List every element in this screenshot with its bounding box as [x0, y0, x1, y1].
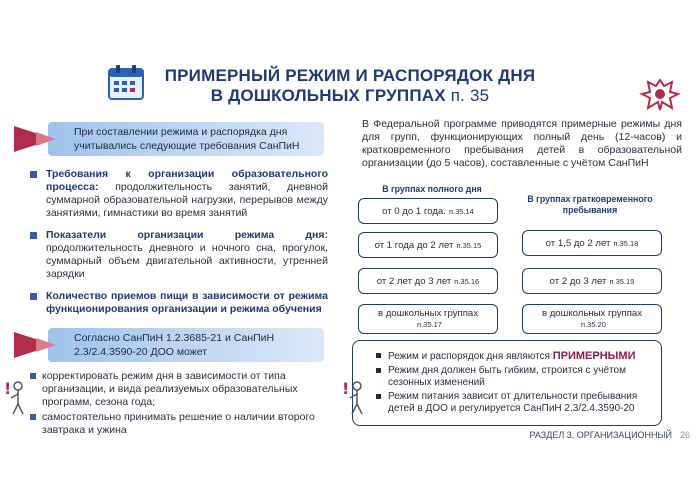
- pill-ref: п.35.18: [613, 238, 639, 248]
- requirement-text: продолжительность занятий, дневной суммарной образовательной нагрузки, перерывов между занятиями, гимнастики во время занятий: [46, 181, 328, 219]
- requirement-title: Требования к организации образовательного процесса:: [46, 168, 328, 193]
- list-item-text: корректировать режим дня в зависимости от типа организации, и вида реализуемых образовательных программ, сезона года;: [42, 370, 298, 408]
- svg-text:!: !: [4, 379, 12, 398]
- rules-list: [376, 350, 656, 417]
- square-bullet-icon: [30, 293, 37, 300]
- calendar-icon: [106, 62, 146, 102]
- pill-ref: п.35.17: [417, 320, 442, 329]
- list-item-text: самостоятельно принимать решение о наличии второго завтрака и ужина: [42, 411, 315, 436]
- pill-label: от 2 до 3 лет: [549, 275, 607, 287]
- pill-ref: п.35.20: [581, 320, 606, 329]
- title-line-1: ПРИМЕРНЫЙ РЕЖИМ И РАСПОРЯДОК ДНЯ: [164, 66, 536, 85]
- short-stay-preschool: [522, 304, 662, 334]
- requirement-text: продолжительность дневного и ночного сна, прогулок, суммарный объем двигательной активности, утренней зарядки: [46, 242, 328, 280]
- list-item: [376, 365, 656, 389]
- sanpin-banner: [14, 328, 324, 362]
- rule-highlight: ПРИМЕРНЫМИ: [552, 350, 636, 362]
- full-day-age-2-3: [358, 268, 498, 294]
- section-label: РАЗДЕЛ 3. ОРГАНИЗАЦИОННЫЙ: [529, 430, 672, 440]
- sanpin-banner-text: Согласно СанПиН 1.2.3685-21 и СанПиН 2.3/2.4.3590-20 ДОО может: [74, 332, 275, 358]
- short-stay-age-2-3: [522, 268, 662, 294]
- requirements-banner: [14, 122, 324, 156]
- pill-ref: п.35.14: [448, 206, 474, 216]
- alert-figure-icon: [2, 376, 26, 416]
- full-day-heading: В группах полного дня: [382, 184, 482, 194]
- title-number: п. 35: [450, 86, 490, 105]
- short-stay-age-1-5-2: [522, 230, 662, 256]
- requirement-title: Количество приемов пищи в зависимости от режима функционирования организации и режима обучения: [46, 290, 328, 315]
- square-bullet-icon: [30, 414, 36, 420]
- list-item: [30, 370, 328, 409]
- pill-ref: п.35.15: [456, 240, 482, 250]
- short-stay-heading: В группах гратковременного пребывания: [527, 194, 653, 215]
- alert-figure-icon: [340, 376, 366, 416]
- pill-label: от 0 до 1 года.: [382, 205, 446, 217]
- pill-label: от 1,5 до 2 лет: [545, 237, 611, 249]
- pill-ref: п.35.19: [609, 276, 635, 286]
- svg-text:!: !: [342, 379, 350, 398]
- pill-ref: п.35.16: [454, 276, 480, 286]
- list-item: [30, 411, 328, 437]
- list-item: [376, 350, 656, 363]
- square-bullet-icon: [376, 368, 381, 373]
- list-item: [376, 391, 656, 415]
- page-number: 26: [679, 430, 690, 440]
- requirement-item: [30, 290, 328, 316]
- square-bullet-icon: [30, 171, 37, 178]
- rule-text: Режим дня должен быть гибким, строится с учётом сезонных изменений: [388, 365, 626, 388]
- square-bullet-icon: [376, 394, 381, 399]
- requirements-banner-text: При составлении режима и распорядка дня учитывались следующие требования СанПиН: [74, 126, 300, 152]
- pill-label: в дошкольных группах: [541, 308, 643, 319]
- pill-label: от 1 года до 2 лет: [374, 239, 454, 251]
- full-day-age-0-1: [358, 198, 498, 224]
- title-line-2: [160, 86, 540, 106]
- square-bullet-icon: [376, 353, 381, 358]
- arrow-inner-icon: [36, 132, 56, 146]
- rule-text: Режим питания зависит от длительности пребывания детей в ДОО и регулируется СанПиН 2.3/2.4.3590-20: [388, 391, 638, 414]
- full-day-preschool: [358, 304, 498, 334]
- requirement-item: [30, 168, 328, 220]
- intro-text: В Федеральной программе приводятся примерные режимы дня для групп, функционирующих полный день (12-часов) и кратковременного пребывания детей в образовательной организации (до 5 часов), составленные с учётом СанПиН: [362, 118, 682, 169]
- rule-text: Режим и распорядок дня являются: [388, 351, 553, 362]
- pill-label: в дошкольных группах: [377, 308, 479, 319]
- requirement-item: [30, 229, 328, 281]
- pill-label: от 2 лет до 3 лет: [376, 275, 452, 287]
- page-footer: [490, 430, 690, 440]
- full-day-age-1-2: [358, 232, 498, 258]
- square-bullet-icon: [30, 373, 36, 379]
- square-bullet-icon: [30, 232, 37, 239]
- sanpin-may-list: [30, 370, 328, 439]
- emblem-icon: [638, 74, 682, 114]
- requirement-title: Показатели организации режима дня:: [46, 229, 328, 241]
- requirements-list: [30, 168, 328, 325]
- title-line-2-text: В ДОШКОЛЬНЫХ ГРУППАХ: [210, 86, 446, 105]
- page-title: [160, 66, 540, 106]
- arrow-inner-icon: [36, 338, 56, 352]
